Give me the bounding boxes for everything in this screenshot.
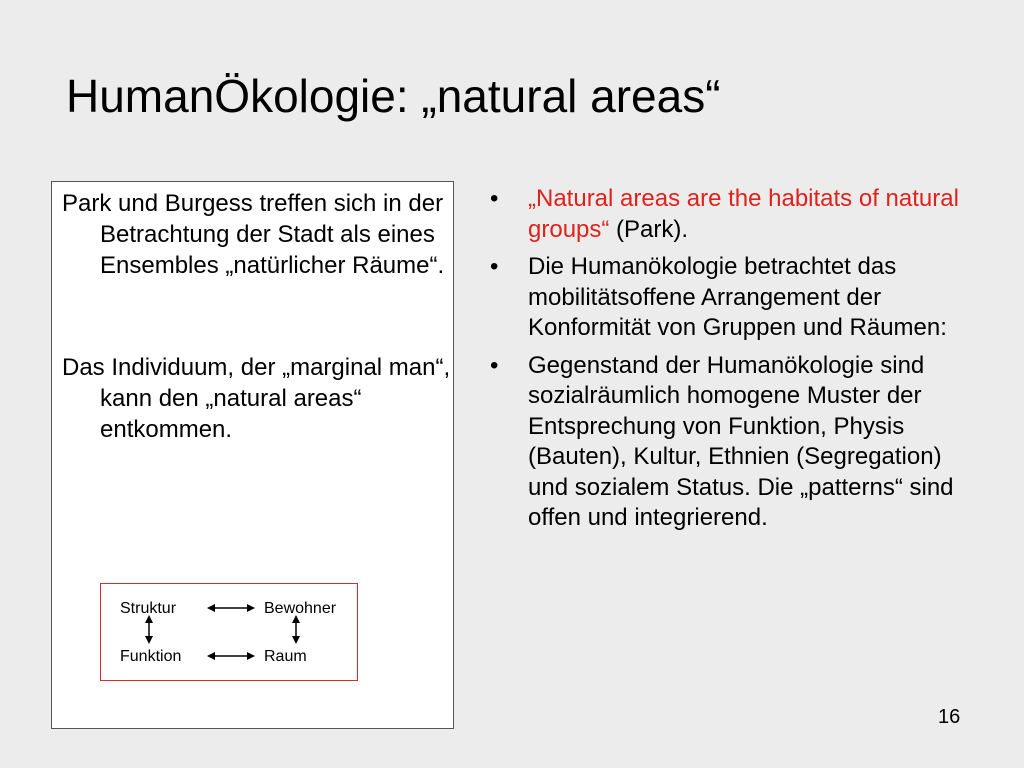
diagram-arrows	[101, 584, 359, 682]
bullet-text: (Park).	[609, 215, 689, 243]
bullet-text: Die Humanökologie betrachtet das mobilitätsoffene Arrangement der Konformität von Gruppen und Räumen:	[528, 253, 947, 341]
diagram-label-bewohner: Bewohner	[264, 600, 337, 617]
bullet-item-gegenstand	[490, 351, 970, 534]
diagram-label-funktion: Funktion	[120, 648, 182, 665]
relation-diagram	[100, 583, 358, 681]
left-text-box	[51, 181, 454, 729]
bullet-marker: •	[490, 253, 499, 280]
bullet-list	[490, 184, 970, 541]
diagram-label-raum: Raum	[264, 648, 307, 665]
diagram-label-struktur: Struktur	[120, 600, 177, 617]
bullet-marker: •	[490, 185, 499, 212]
paragraph-marginal-man: Das Individuum, der „marginal man“, kann den „natural areas“ entkommen.	[62, 354, 451, 443]
slide-title: HumanÖkologie: „natural areas“	[66, 70, 721, 122]
bullet-item-humanoekologie	[490, 252, 970, 344]
bullet-quote-text: „Natural areas are the habitats of natural groups“	[528, 185, 959, 243]
bullet-marker: •	[490, 351, 499, 379]
paragraph-park-burgess: Park und Burgess treffen sich in der Betrachtung der Stadt als eines Ensembles „natürlicher Räume“.	[62, 190, 445, 279]
bullet-item-natural-areas	[490, 184, 970, 245]
page-number: 16	[938, 706, 961, 728]
bullet-text: Gegenstand der Humanökologie sind sozialräumlich homogene Muster der Entsprechung von Funktion, Physis (Bauten), Kultur, Ethnien (Segregation) und sozialem Status. Die „patterns“ sind offen und integrierend.	[528, 351, 954, 531]
